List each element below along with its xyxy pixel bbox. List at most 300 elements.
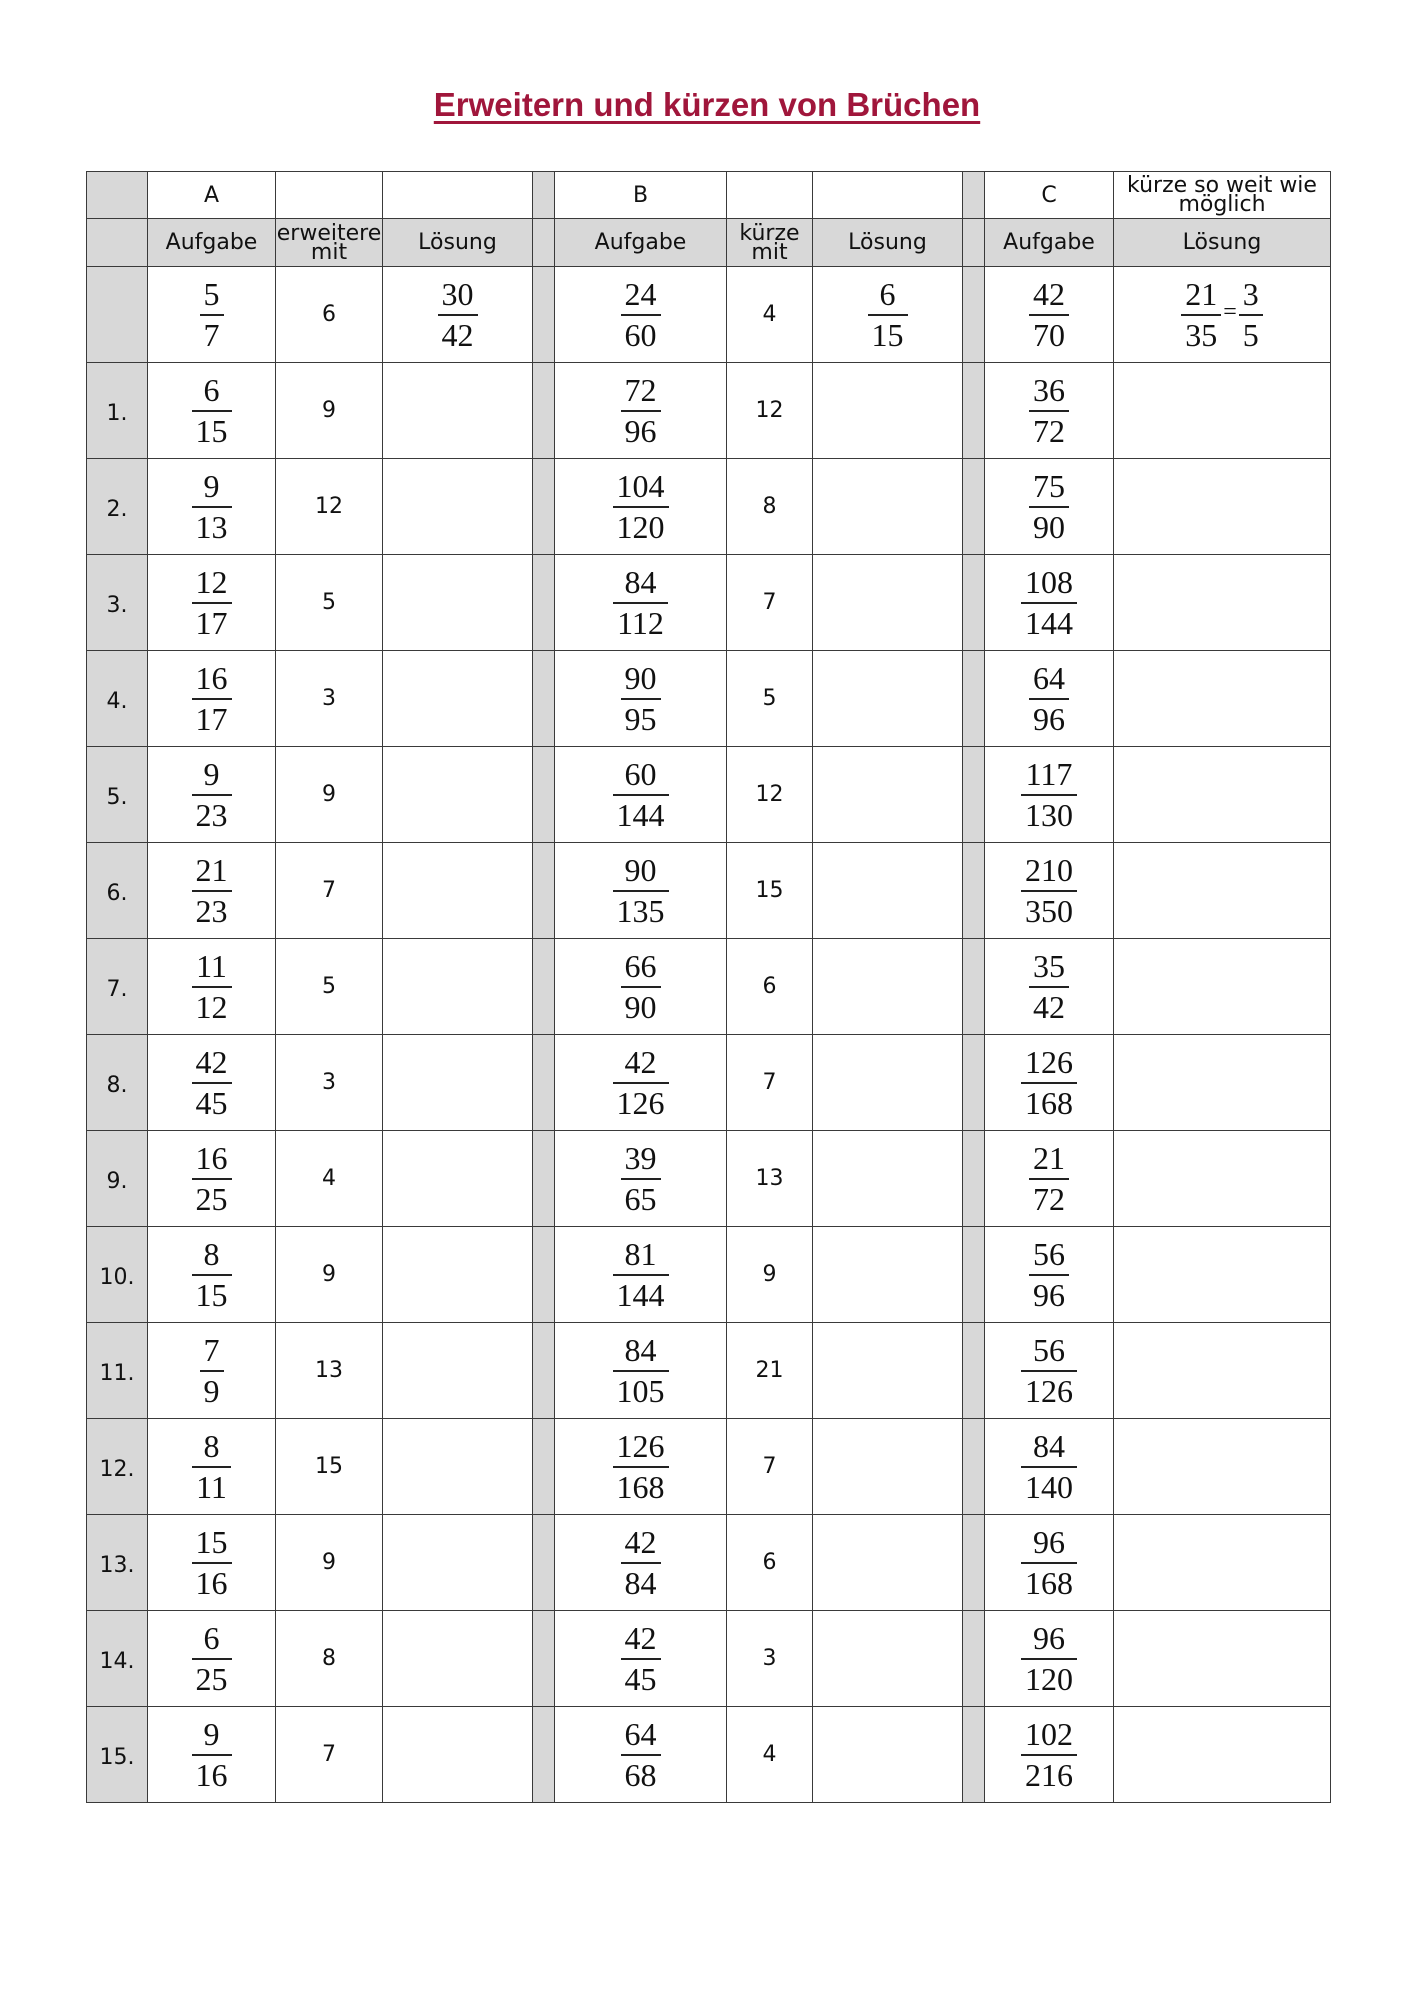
c-solution-field[interactable] bbox=[1114, 843, 1331, 939]
separator-cell bbox=[533, 555, 555, 651]
denominator: 130 bbox=[1025, 796, 1073, 833]
numerator: 64 bbox=[1033, 660, 1065, 697]
fraction-bar bbox=[613, 1466, 669, 1468]
a-factor: 15 bbox=[276, 1419, 383, 1515]
numerator: 96 bbox=[1033, 1524, 1065, 1561]
numerator: 7 bbox=[203, 1332, 220, 1369]
fraction bbox=[1021, 852, 1077, 929]
a-solution-field[interactable] bbox=[383, 1131, 533, 1227]
numerator: 56 bbox=[1033, 1236, 1065, 1273]
table-row bbox=[87, 1515, 1331, 1611]
a-factor: 3 bbox=[276, 1035, 383, 1131]
b-factor: 3 bbox=[727, 1611, 813, 1707]
a-solution-field[interactable] bbox=[383, 1611, 533, 1707]
denominator: 140 bbox=[1025, 1468, 1073, 1505]
group-b-label: B bbox=[555, 172, 727, 219]
numerator: 96 bbox=[1033, 1620, 1065, 1657]
numerator: 16 bbox=[195, 1140, 228, 1177]
c-solution-field[interactable] bbox=[1114, 1515, 1331, 1611]
b-task-fraction bbox=[555, 1611, 727, 1707]
numerator: 6 bbox=[203, 1620, 220, 1657]
b-solution-field[interactable] bbox=[813, 651, 963, 747]
denominator: 15 bbox=[871, 316, 904, 353]
fraction bbox=[613, 1236, 669, 1313]
denominator: 144 bbox=[616, 796, 665, 833]
c-solution-field[interactable] bbox=[1114, 1323, 1331, 1419]
b-task-fraction bbox=[555, 267, 727, 363]
numerator: 72 bbox=[624, 372, 657, 409]
b-solution-field[interactable] bbox=[813, 1611, 963, 1707]
separator-cell bbox=[533, 651, 555, 747]
b-factor: 6 bbox=[727, 939, 813, 1035]
fraction bbox=[613, 1044, 669, 1121]
fraction-bar bbox=[192, 1562, 232, 1564]
fraction bbox=[1021, 564, 1077, 641]
table-row bbox=[87, 459, 1331, 555]
c-instruction: kürze so weit wie möglich bbox=[1114, 172, 1331, 219]
separator-cell bbox=[533, 172, 555, 219]
b-factor: 8 bbox=[727, 459, 813, 555]
fraction-bar bbox=[621, 410, 661, 412]
denominator: 42 bbox=[441, 316, 474, 353]
fraction bbox=[1021, 1716, 1077, 1793]
table-row bbox=[87, 363, 1331, 459]
row-label: 5. bbox=[87, 747, 148, 843]
denominator: 112 bbox=[617, 604, 664, 641]
b-task-fraction bbox=[555, 939, 727, 1035]
fraction bbox=[613, 1332, 669, 1409]
empty-header-cell bbox=[383, 172, 533, 219]
numerator: 108 bbox=[1025, 564, 1073, 601]
c-task-fraction bbox=[985, 1035, 1114, 1131]
a-task-fraction bbox=[148, 651, 276, 747]
c-solution-field[interactable] bbox=[1114, 1035, 1331, 1131]
numerator: 126 bbox=[616, 1428, 665, 1465]
numerator: 39 bbox=[624, 1140, 657, 1177]
b-factor: 15 bbox=[727, 843, 813, 939]
a-task-fraction bbox=[148, 267, 276, 363]
c-task-fraction bbox=[985, 555, 1114, 651]
fraction-bar bbox=[613, 1082, 669, 1084]
fraction bbox=[613, 1428, 669, 1505]
separator-cell bbox=[533, 939, 555, 1035]
c-solution-field[interactable] bbox=[1114, 939, 1331, 1035]
denominator: 126 bbox=[616, 1084, 665, 1121]
row-label: 12. bbox=[87, 1419, 148, 1515]
fraction bbox=[613, 468, 669, 545]
denominator: 5 bbox=[1242, 316, 1259, 353]
a-solution-field[interactable] bbox=[383, 1419, 533, 1515]
b-task-fraction bbox=[555, 1035, 727, 1131]
fraction bbox=[1029, 1140, 1069, 1217]
table-row bbox=[87, 1323, 1331, 1419]
a-task-fraction bbox=[148, 1131, 276, 1227]
denominator: 65 bbox=[624, 1180, 657, 1217]
fraction-bar bbox=[192, 410, 232, 412]
fraction bbox=[621, 1620, 661, 1697]
fraction-bar bbox=[192, 1658, 232, 1660]
fraction bbox=[1021, 1332, 1077, 1409]
column-header-row bbox=[87, 219, 1331, 267]
fraction-bar bbox=[192, 1082, 232, 1084]
example-row bbox=[87, 267, 1331, 363]
fraction-bar bbox=[1021, 794, 1077, 796]
denominator: 17 bbox=[195, 604, 228, 641]
fraction bbox=[192, 756, 232, 833]
c-solution-field[interactable] bbox=[1114, 1707, 1331, 1803]
denominator: 70 bbox=[1033, 316, 1065, 353]
denominator: 168 bbox=[616, 1468, 665, 1505]
fraction bbox=[192, 1524, 232, 1601]
numerator: 42 bbox=[1033, 276, 1065, 313]
denominator: 90 bbox=[624, 988, 657, 1025]
fraction-bar bbox=[1021, 890, 1077, 892]
b-solution-fraction bbox=[813, 267, 963, 363]
numerator: 81 bbox=[624, 1236, 657, 1273]
fraction-bar bbox=[192, 1274, 232, 1276]
b-factor: 9 bbox=[727, 1227, 813, 1323]
numerator: 64 bbox=[624, 1716, 657, 1753]
separator-cell bbox=[963, 1131, 985, 1227]
denominator: 15 bbox=[195, 412, 228, 449]
numerator: 42 bbox=[624, 1044, 657, 1081]
a-factor: 9 bbox=[276, 747, 383, 843]
separator-cell bbox=[963, 1227, 985, 1323]
a-task-fraction bbox=[148, 1035, 276, 1131]
c-task-fraction bbox=[985, 747, 1114, 843]
numerator: 24 bbox=[624, 276, 657, 313]
denominator: 15 bbox=[195, 1276, 228, 1313]
a-solution-field[interactable] bbox=[383, 1515, 533, 1611]
fraction bbox=[1021, 1428, 1077, 1505]
b-solution-field[interactable] bbox=[813, 747, 963, 843]
fraction-bar bbox=[1021, 1370, 1077, 1372]
c-solution-field[interactable] bbox=[1114, 1611, 1331, 1707]
fraction bbox=[621, 948, 661, 1025]
numerator: 102 bbox=[1025, 1716, 1073, 1753]
separator-cell bbox=[533, 1131, 555, 1227]
table-row bbox=[87, 1035, 1331, 1131]
a-solution-field[interactable] bbox=[383, 651, 533, 747]
c-solution-field[interactable] bbox=[1114, 1227, 1331, 1323]
b-solution-field[interactable] bbox=[813, 843, 963, 939]
c-task-fraction bbox=[985, 363, 1114, 459]
separator-cell bbox=[963, 939, 985, 1035]
fraction-bar bbox=[200, 314, 224, 316]
b-task-fraction bbox=[555, 843, 727, 939]
fraction bbox=[621, 1524, 661, 1601]
empty-header-cell bbox=[813, 172, 963, 219]
fraction bbox=[200, 1332, 224, 1409]
numerator: 16 bbox=[195, 660, 228, 697]
numerator: 60 bbox=[624, 756, 657, 793]
b-solution-field[interactable] bbox=[813, 459, 963, 555]
numerator: 9 bbox=[203, 756, 220, 793]
denominator: 42 bbox=[1033, 988, 1065, 1025]
separator-cell bbox=[533, 1227, 555, 1323]
c-solution-field[interactable] bbox=[1114, 459, 1331, 555]
numerator: 117 bbox=[1025, 756, 1073, 793]
fraction bbox=[192, 1044, 232, 1121]
b-solution-field[interactable] bbox=[813, 1035, 963, 1131]
a-solution-header: Lösung bbox=[383, 219, 533, 267]
b-factor: 5 bbox=[727, 651, 813, 747]
denominator: 144 bbox=[1025, 604, 1073, 641]
fraction bbox=[1021, 1620, 1077, 1697]
a-factor: 9 bbox=[276, 1515, 383, 1611]
denominator: 168 bbox=[1025, 1564, 1073, 1601]
fraction-worksheet-table bbox=[86, 171, 1331, 1803]
separator-cell bbox=[533, 1707, 555, 1803]
fraction bbox=[200, 276, 224, 353]
separator-cell bbox=[963, 363, 985, 459]
c-solution-field[interactable] bbox=[1114, 651, 1331, 747]
numerator: 12 bbox=[195, 564, 228, 601]
numerator: 6 bbox=[879, 276, 896, 313]
denominator: 105 bbox=[616, 1372, 665, 1409]
b-solution-header: Lösung bbox=[813, 219, 963, 267]
denominator: 95 bbox=[624, 700, 657, 737]
fraction-bar bbox=[1021, 1754, 1077, 1756]
fraction-bar bbox=[1021, 1466, 1077, 1468]
fraction-bar bbox=[192, 698, 232, 700]
a-factor: 7 bbox=[276, 843, 383, 939]
b-task-fraction bbox=[555, 363, 727, 459]
row-label: 4. bbox=[87, 651, 148, 747]
table-row bbox=[87, 843, 1331, 939]
numerator: 9 bbox=[203, 468, 220, 505]
table-row bbox=[87, 939, 1331, 1035]
fraction-bar bbox=[613, 602, 668, 604]
b-factor: 7 bbox=[727, 1035, 813, 1131]
a-factor: 9 bbox=[276, 1227, 383, 1323]
denominator: 25 bbox=[195, 1180, 228, 1217]
b-solution-field[interactable] bbox=[813, 363, 963, 459]
fraction-bar bbox=[1029, 986, 1069, 988]
b-factor: 7 bbox=[727, 555, 813, 651]
fraction-bar bbox=[1021, 1562, 1077, 1564]
b-factor: 4 bbox=[727, 1707, 813, 1803]
fraction-bar bbox=[1021, 602, 1077, 604]
fraction bbox=[1029, 660, 1069, 737]
fraction-bar bbox=[1021, 1082, 1077, 1084]
denominator: 72 bbox=[1033, 1180, 1065, 1217]
a-factor: 7 bbox=[276, 1707, 383, 1803]
b-factor: 6 bbox=[727, 1515, 813, 1611]
a-task-fraction bbox=[148, 1419, 276, 1515]
corner-cell bbox=[87, 172, 148, 219]
b-solution-field[interactable] bbox=[813, 1227, 963, 1323]
c-task-fraction bbox=[985, 459, 1114, 555]
fraction-bar bbox=[613, 794, 669, 796]
numerator: 75 bbox=[1033, 468, 1065, 505]
row-label: 8. bbox=[87, 1035, 148, 1131]
denominator: 23 bbox=[195, 892, 228, 929]
denominator: 16 bbox=[195, 1756, 228, 1793]
numerator: 5 bbox=[203, 276, 220, 313]
b-task-fraction bbox=[555, 1227, 727, 1323]
b-solution-field[interactable] bbox=[813, 1707, 963, 1803]
a-solution-field[interactable] bbox=[383, 843, 533, 939]
b-task-header: Aufgabe bbox=[555, 219, 727, 267]
b-factor: 21 bbox=[727, 1323, 813, 1419]
fraction bbox=[192, 1620, 232, 1697]
c-solution-field[interactable] bbox=[1114, 747, 1331, 843]
a-solution-field[interactable] bbox=[383, 939, 533, 1035]
fraction-bar bbox=[1029, 506, 1069, 508]
fraction-bar bbox=[1181, 314, 1221, 316]
denominator: 96 bbox=[1033, 700, 1065, 737]
c-task-fraction bbox=[985, 1707, 1114, 1803]
fraction bbox=[1029, 372, 1069, 449]
c-task-header: Aufgabe bbox=[985, 219, 1114, 267]
fraction bbox=[621, 1716, 661, 1793]
c-task-fraction bbox=[985, 939, 1114, 1035]
denominator: 96 bbox=[1033, 1276, 1065, 1313]
b-solution-field[interactable] bbox=[813, 555, 963, 651]
a-factor: 8 bbox=[276, 1611, 383, 1707]
row-label bbox=[87, 267, 148, 363]
a-solution-field[interactable] bbox=[383, 1035, 533, 1131]
fraction-bar bbox=[621, 314, 661, 316]
table-row bbox=[87, 555, 1331, 651]
a-task-fraction bbox=[148, 459, 276, 555]
fraction bbox=[1029, 1236, 1069, 1313]
separator-cell bbox=[533, 219, 555, 267]
fraction-bar bbox=[192, 794, 232, 796]
b-solution-field[interactable] bbox=[813, 1131, 963, 1227]
table-row bbox=[87, 747, 1331, 843]
separator-cell bbox=[963, 1611, 985, 1707]
b-factor: 12 bbox=[727, 747, 813, 843]
b-task-fraction bbox=[555, 459, 727, 555]
group-header-row bbox=[87, 172, 1331, 219]
table-row bbox=[87, 1707, 1331, 1803]
b-factor: 12 bbox=[727, 363, 813, 459]
separator-cell bbox=[963, 219, 985, 267]
fraction bbox=[192, 948, 232, 1025]
fraction-bar bbox=[192, 1754, 232, 1756]
group-c-label: C bbox=[985, 172, 1114, 219]
a-solution-field[interactable] bbox=[383, 1323, 533, 1419]
fraction-bar bbox=[613, 1370, 669, 1372]
separator-cell bbox=[963, 1035, 985, 1131]
a-task-fraction bbox=[148, 1515, 276, 1611]
c-solution-field[interactable] bbox=[1114, 555, 1331, 651]
separator-cell bbox=[963, 1323, 985, 1419]
group-a-label: A bbox=[148, 172, 276, 219]
fraction bbox=[621, 1140, 661, 1217]
b-factor: 13 bbox=[727, 1131, 813, 1227]
row-label: 13. bbox=[87, 1515, 148, 1611]
separator-cell bbox=[533, 1419, 555, 1515]
fraction-bar bbox=[192, 1466, 231, 1468]
fraction bbox=[192, 564, 232, 641]
fraction bbox=[192, 1716, 232, 1793]
b-solution-field[interactable] bbox=[813, 939, 963, 1035]
c-solution-field[interactable] bbox=[1114, 1131, 1331, 1227]
fraction bbox=[1021, 1044, 1077, 1121]
a-solution-field[interactable] bbox=[383, 1707, 533, 1803]
empty-header-cell bbox=[727, 172, 813, 219]
separator-cell bbox=[963, 555, 985, 651]
fraction-bar bbox=[192, 890, 232, 892]
c-task-fraction bbox=[985, 843, 1114, 939]
denominator: 17 bbox=[195, 700, 228, 737]
fraction bbox=[1181, 276, 1221, 353]
fraction-bar bbox=[621, 698, 661, 700]
a-solution-field[interactable] bbox=[383, 363, 533, 459]
denominator: 72 bbox=[1033, 412, 1065, 449]
numerator: 35 bbox=[1033, 948, 1065, 985]
a-factor: 12 bbox=[276, 459, 383, 555]
fraction-bar bbox=[1239, 314, 1263, 316]
a-solution-field[interactable] bbox=[383, 1227, 533, 1323]
fraction bbox=[613, 756, 669, 833]
b-task-fraction bbox=[555, 1515, 727, 1611]
fraction bbox=[192, 1236, 232, 1313]
a-solution-field[interactable] bbox=[383, 459, 533, 555]
a-task-fraction bbox=[148, 1707, 276, 1803]
numerator: 90 bbox=[624, 660, 657, 697]
fraction bbox=[192, 468, 232, 545]
denominator: 135 bbox=[616, 892, 665, 929]
fraction-bar bbox=[613, 890, 669, 892]
fraction bbox=[621, 660, 661, 737]
separator-cell bbox=[533, 1323, 555, 1419]
separator-cell bbox=[963, 267, 985, 363]
a-task-fraction bbox=[148, 1323, 276, 1419]
fraction bbox=[438, 276, 478, 353]
a-task-fraction bbox=[148, 747, 276, 843]
denominator: 45 bbox=[195, 1084, 228, 1121]
c-solution-field[interactable] bbox=[1114, 1419, 1331, 1515]
fraction-bar bbox=[621, 1562, 661, 1564]
row-label: 7. bbox=[87, 939, 148, 1035]
c-solution-field[interactable] bbox=[1114, 363, 1331, 459]
numerator: 8 bbox=[203, 1428, 220, 1465]
a-task-header: Aufgabe bbox=[148, 219, 276, 267]
b-task-fraction bbox=[555, 1419, 727, 1515]
b-factor: 7 bbox=[727, 1419, 813, 1515]
separator-cell bbox=[963, 1707, 985, 1803]
b-solution-field[interactable] bbox=[813, 1323, 963, 1419]
c-solution-fractions bbox=[1114, 267, 1331, 363]
separator-cell bbox=[533, 1035, 555, 1131]
b-solution-field[interactable] bbox=[813, 1419, 963, 1515]
c-solution-header: Lösung bbox=[1114, 219, 1331, 267]
row-label: 2. bbox=[87, 459, 148, 555]
fraction-bar bbox=[1029, 698, 1069, 700]
b-solution-field[interactable] bbox=[813, 1515, 963, 1611]
numerator: 126 bbox=[1025, 1044, 1073, 1081]
a-task-fraction bbox=[148, 363, 276, 459]
a-solution-field[interactable] bbox=[383, 555, 533, 651]
table-row bbox=[87, 651, 1331, 747]
denominator: 23 bbox=[195, 796, 228, 833]
separator-cell bbox=[963, 843, 985, 939]
equals-sign: = bbox=[1223, 299, 1237, 325]
c-task-fraction bbox=[985, 1611, 1114, 1707]
page-title: Erweitern und kürzen von Brüchen bbox=[433, 86, 981, 123]
fraction-bar bbox=[192, 506, 232, 508]
c-task-fraction bbox=[985, 1323, 1114, 1419]
a-task-fraction bbox=[148, 939, 276, 1035]
a-solution-field[interactable] bbox=[383, 747, 533, 843]
c-task-fraction bbox=[985, 651, 1114, 747]
separator-cell bbox=[963, 747, 985, 843]
separator-cell bbox=[963, 172, 985, 219]
